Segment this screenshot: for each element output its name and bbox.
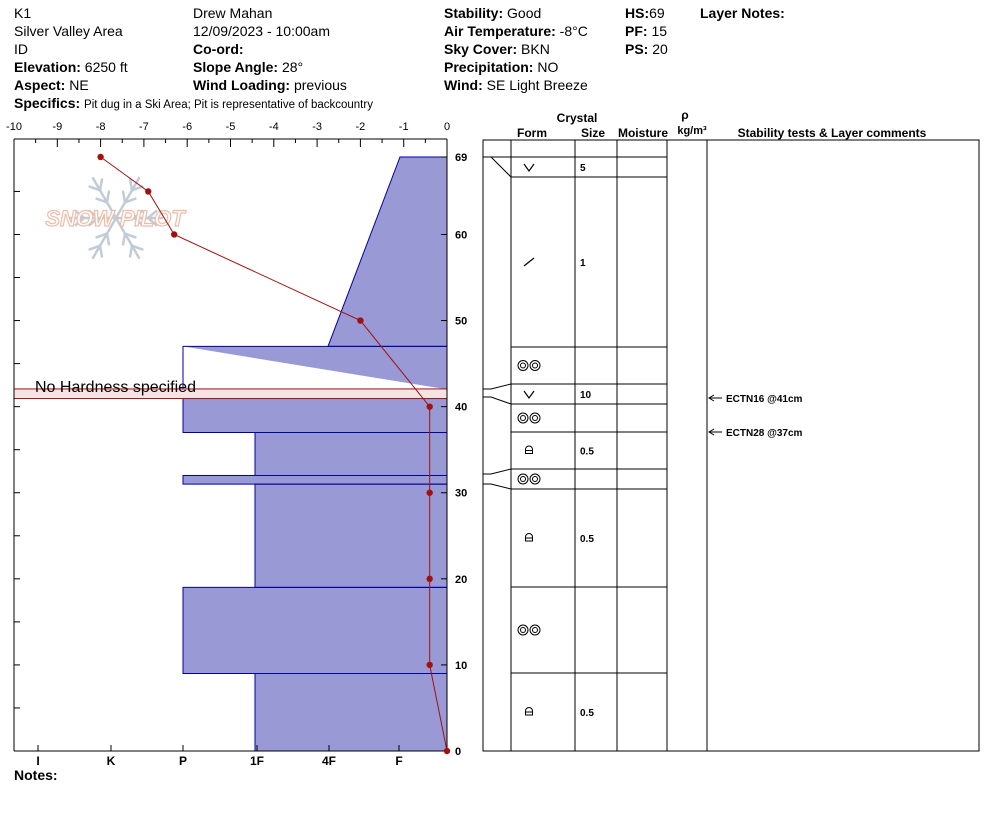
height-tick-label: 10: [455, 659, 468, 672]
observation-datetime: 12/09/2023 - 10:00am: [193, 23, 330, 39]
temp-tick-label: 0: [443, 121, 451, 133]
melt-form-inner: [521, 477, 526, 482]
wind-value: SE Light Breeze: [486, 77, 588, 93]
height-tick-label: 69: [455, 152, 468, 164]
aspect-label: Aspect:: [14, 77, 66, 93]
no-hardness-band: [14, 379, 447, 399]
temp-tick-label: -3: [312, 121, 322, 133]
observer-name: Drew Mahan: [193, 5, 273, 21]
notes-label: Notes:: [14, 767, 58, 783]
temp-tick-label: -2: [355, 121, 366, 133]
stability-label: Stability:: [444, 5, 504, 21]
melt-form-inner: [521, 363, 526, 368]
aspect-value: NE: [69, 77, 89, 93]
layer-size: 5: [580, 163, 586, 174]
crystal-form-df-icon: [524, 258, 534, 266]
melt-form-outer: [530, 413, 540, 423]
temp-tick-label: -9: [52, 121, 63, 133]
temp-point: [171, 231, 177, 237]
snowflake-branch: [123, 192, 125, 203]
temp-point: [426, 662, 432, 668]
snowpilot-logo: [45, 178, 186, 258]
crystal-form-fc-icon: [526, 446, 533, 454]
header-moisture: Moisture: [617, 126, 669, 140]
temp-tick-label: -8: [95, 121, 106, 133]
crystal-form-mf-icon: [518, 625, 540, 635]
sky-cover-label: Sky Cover:: [444, 41, 518, 57]
stability-test-label: ECTN16 @41cm: [726, 394, 803, 405]
header-density-unit: kg/m³: [677, 125, 707, 137]
melt-form-inner: [533, 628, 538, 633]
melt-form-outer: [530, 474, 540, 484]
layer-size: 0.5: [580, 446, 594, 458]
specifics-label: Specifics:: [14, 95, 81, 111]
coord-label: Co-ord:: [193, 41, 244, 57]
snowflake-branch: [130, 246, 132, 257]
ps-value: 20: [652, 41, 668, 57]
sky-cover-value: BKN: [521, 41, 550, 57]
temp-tick-label: -5: [225, 121, 236, 133]
melt-form-inner: [521, 416, 526, 421]
elevation-label: Elevation:: [14, 59, 81, 75]
faceted-glyph: [526, 708, 533, 715]
pf-label: PF:: [625, 23, 648, 39]
hardness-tick-label: 4F: [321, 754, 337, 768]
wind-label: Wind:: [444, 77, 483, 93]
melt-form-inner: [533, 416, 538, 421]
temp-point: [426, 490, 432, 496]
hardness-tick-label: I: [36, 754, 40, 768]
temp-tick-label: -4: [268, 121, 279, 133]
melt-form-outer: [530, 625, 540, 635]
precipitation-value: NO: [537, 59, 559, 75]
temp-point: [357, 317, 363, 323]
height-tick-label: 40: [455, 401, 468, 414]
crystal-form-mf-icon: [518, 413, 540, 423]
hardness-tick-label: 1F: [249, 754, 265, 768]
layer-size: 1: [580, 258, 586, 269]
layer-size: 0.5: [580, 534, 594, 545]
depth-connector: [483, 397, 511, 404]
depth-connector: [483, 469, 511, 474]
temp-point: [444, 748, 450, 754]
melt-form-outer: [518, 361, 528, 371]
wind-loading-value: previous: [293, 77, 347, 93]
hs-value: 69: [649, 5, 665, 21]
pf-value: 15: [651, 23, 668, 39]
snowflake-branch: [107, 192, 109, 203]
station-name: K1: [14, 5, 32, 21]
slope-value: 28°: [281, 59, 304, 75]
no-hardness-label: No Hardness specified: [35, 379, 196, 396]
stability-value: Good: [507, 5, 542, 21]
layer-table: [483, 108, 979, 751]
temp-point: [145, 188, 151, 194]
logo-text: SNOW PILOT: [45, 206, 185, 231]
melt-form-outer: [518, 474, 528, 484]
elevation-value: 6250 ft: [84, 59, 128, 75]
hardness-tick-label: P: [178, 754, 188, 768]
crystal-form-fc-icon: [526, 534, 533, 542]
air-temp-value: -8°C: [559, 23, 588, 39]
header-rho: ρ: [681, 108, 689, 122]
snowflake-branch: [100, 179, 102, 190]
temp-tick-label: -7: [139, 121, 149, 133]
decomposed-glyph: [524, 258, 534, 266]
depth-connector: [483, 157, 511, 177]
height-tick-label: 60: [455, 229, 468, 242]
layer-size: 0.5: [580, 708, 594, 719]
melt-form-inner: [533, 363, 538, 368]
layer-size: 10: [580, 390, 592, 401]
area-name: Silver Valley Area: [14, 23, 123, 39]
snowflake-branch: [107, 234, 109, 245]
crystal-form-sh-icon: [524, 164, 534, 171]
table-frame: [483, 140, 979, 751]
surface-hoar-glyph: [524, 391, 534, 398]
temp-tick-label: -6: [182, 121, 193, 133]
hardness-tick-label: K: [106, 754, 116, 768]
hardness-profile: [183, 157, 447, 751]
height-tick-label: 50: [455, 315, 468, 328]
crystal-form-fc-icon: [526, 708, 533, 715]
melt-form-outer: [518, 625, 528, 635]
hs-label: HS:: [625, 5, 650, 21]
faceted-glyph: [526, 534, 533, 542]
state-name: ID: [14, 41, 28, 57]
snowflake-branch: [123, 234, 125, 245]
crystal-form-sh-icon: [524, 391, 534, 398]
melt-form-outer: [518, 413, 528, 423]
ps-label: PS:: [625, 41, 649, 57]
depth-connector: [483, 384, 511, 389]
temp-point: [97, 154, 103, 160]
height-tick-label: 30: [455, 487, 468, 500]
slope-label: Slope Angle:: [193, 59, 279, 75]
layer-notes-label: Layer Notes:: [700, 5, 785, 21]
air-temp-label: Air Temperature:: [444, 23, 556, 39]
temp-tick-label: -1: [398, 121, 409, 133]
height-tick-label: 0: [455, 746, 462, 758]
header-size: Size: [580, 126, 606, 140]
temp-point: [426, 403, 432, 409]
melt-form-inner: [521, 628, 526, 633]
wind-loading-label: Wind Loading:: [193, 77, 291, 93]
depth-connector: [483, 484, 511, 489]
faceted-glyph: [526, 446, 533, 454]
melt-form-outer: [530, 361, 540, 371]
precipitation-label: Precipitation:: [444, 59, 534, 75]
header-form: Form: [517, 126, 547, 140]
snowflake-branch: [130, 179, 132, 190]
crystal-form-mf-icon: [518, 361, 540, 371]
temp-point: [426, 576, 432, 582]
temp-tick-label: -10: [6, 121, 22, 133]
crystal-form-mf-icon: [518, 474, 540, 484]
hardness-area: [183, 157, 447, 751]
stability-test-label: ECTN28 @37cm: [726, 428, 803, 439]
header-comments: Stability tests & Layer comments: [737, 126, 927, 140]
surface-hoar-glyph: [524, 164, 534, 171]
specifics-value: Pit dug in a Ski Area; Pit is representative of backcountry: [84, 99, 373, 111]
hardness-tick-label: F: [395, 754, 403, 768]
snowflake-branch: [100, 246, 102, 257]
height-tick-label: 20: [455, 573, 468, 586]
header-crystal: Crystal: [556, 111, 598, 125]
melt-form-inner: [533, 477, 538, 482]
